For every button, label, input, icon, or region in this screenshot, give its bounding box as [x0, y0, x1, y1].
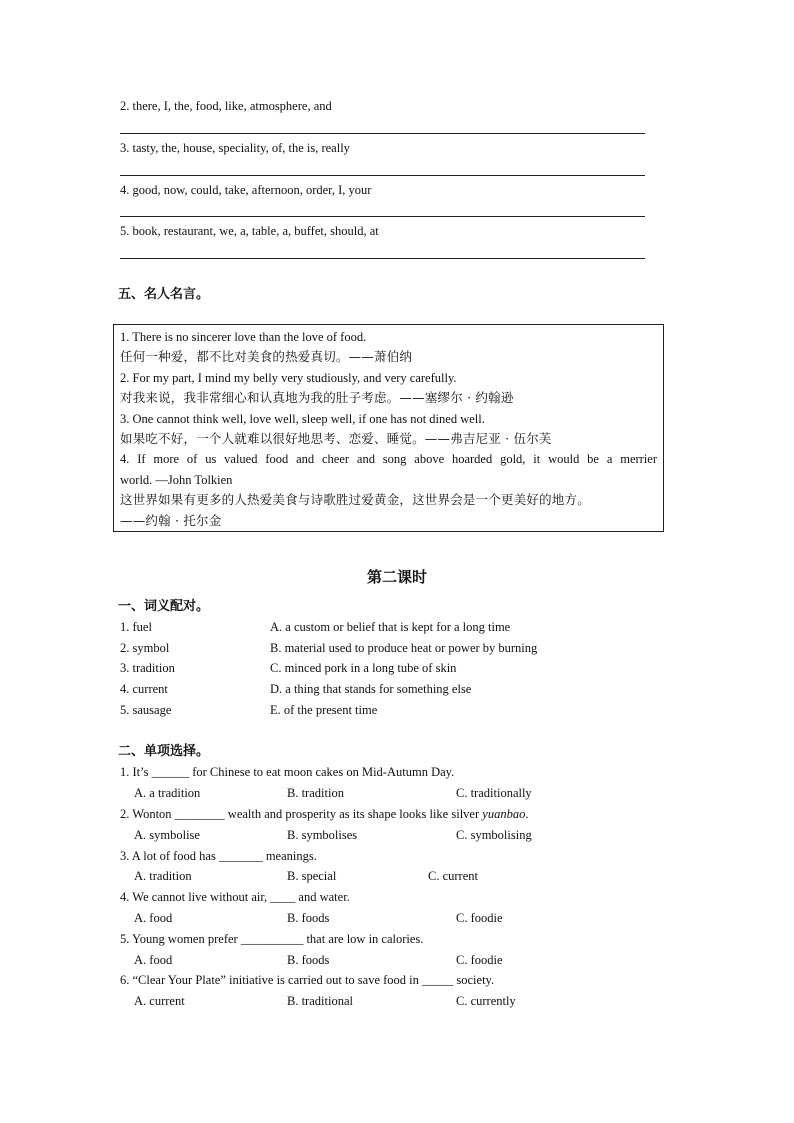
- match-word-5: 5. sausage: [120, 703, 172, 717]
- match-word-1: 1. fuel: [120, 620, 152, 634]
- match-def-d: D. a thing that stands for something else: [270, 682, 472, 696]
- question-stem-end: .: [525, 807, 529, 821]
- question-stem: 6. “Clear Your Plate” initiative is carried out to save food in _____ society.: [120, 973, 495, 987]
- quotes-section-title: 五、名人名言。: [118, 287, 210, 302]
- quote-4-en-line2: world. —John Tolkien: [120, 472, 233, 487]
- match-word-2: 2. symbol: [120, 641, 170, 655]
- reorder-item-5: 5. book, restaurant, we, a, table, a, buffet, should, at: [120, 224, 379, 238]
- option-b: B. foods: [287, 911, 330, 925]
- match-def-b: B. material used to produce heat or power by burning: [270, 641, 538, 655]
- question-stem: [120, 807, 528, 822]
- option-a: A. food: [134, 911, 173, 925]
- question-stem: 4. We cannot live without air, ____ and water.: [120, 890, 350, 904]
- match-def-a: A. a custom or belief that is kept for a long time: [270, 620, 511, 634]
- answer-line: [120, 258, 645, 259]
- answer-line: [120, 133, 645, 134]
- quote-4-zh-line2: ——约翰 · 托尔金: [120, 512, 222, 528]
- choice-section-title: 二、单项选择。: [118, 744, 210, 759]
- option-c: C. currently: [456, 994, 516, 1008]
- match-def-e: E. of the present time: [270, 703, 378, 717]
- lesson-title: 第二课时: [366, 568, 427, 586]
- quote-2-zh: 对我来说，我非常细心和认真地为我的肚子考虑。——塞缪尔 · 约翰逊: [120, 390, 514, 406]
- option-a: A. current: [134, 994, 185, 1008]
- quote-3-en: 3. One cannot think well, love well, sleep well, if one has not dined well.: [120, 411, 485, 426]
- quote-2-en: 2. For my part, I mind my belly very studiously, and very carefully.: [120, 370, 457, 385]
- question-stem: 3. A lot of food has _______ meanings.: [120, 849, 317, 863]
- match-word-3: 3. tradition: [120, 661, 175, 675]
- answer-line: [120, 175, 645, 176]
- reorder-item-4: 4. good, now, could, take, afternoon, order, I, your: [120, 183, 372, 197]
- option-a: A. tradition: [134, 869, 192, 883]
- quote-4-en-line1: 4. If more of us valued food and cheer and song above hoarded gold, it would be a merrier: [120, 452, 657, 467]
- match-def-c: C. minced pork in a long tube of skin: [270, 661, 457, 675]
- question-stem: 1. It’s ______ for Chinese to eat moon cakes on Mid-Autumn Day.: [120, 765, 455, 779]
- matching-section-title: 一、词义配对。: [118, 599, 210, 614]
- option-b: B. symbolises: [287, 828, 358, 842]
- option-b: B. traditional: [287, 994, 353, 1008]
- option-a: A. food: [134, 953, 173, 967]
- option-c: C. symbolising: [456, 828, 532, 842]
- quote-4-zh-line1: 这世界如果有更多的人热爱美食与诗歌胜过爱黄金，这世界会是一个更美好的地方。: [120, 492, 590, 508]
- option-b: B. foods: [287, 953, 330, 967]
- answer-line: [120, 216, 645, 217]
- quotes-box: [113, 324, 664, 532]
- question-stem: 5. Young women prefer __________ that are low in calories.: [120, 932, 424, 946]
- question-stem-text: 2. Wonton ________ wealth and prosperity as its shape looks like silver: [120, 807, 483, 821]
- option-c: C. foodie: [456, 911, 503, 925]
- option-c: C. current: [428, 869, 478, 883]
- match-word-4: 4. current: [120, 682, 168, 696]
- reorder-item-2: 2. there, I, the, food, like, atmosphere, and: [120, 99, 332, 113]
- quote-1-zh: 任何一种爱，都不比对美食的热爱真切。——萧伯纳: [120, 349, 413, 365]
- quote-3-zh: 如果吃不好，一个人就难以很好地思考、恋爱、睡觉。——弗吉尼亚 · 伍尔芙: [120, 431, 552, 447]
- quote-1-en: 1. There is no sincerer love than the love of food.: [120, 330, 367, 344]
- question-stem-italic: yuanbao: [482, 807, 526, 821]
- reorder-item-3: 3. tasty, the, house, speciality, of, the is, really: [120, 141, 350, 155]
- option-a: A. a tradition: [134, 786, 201, 800]
- option-c: C. foodie: [456, 953, 503, 967]
- option-c: C. traditionally: [456, 786, 532, 800]
- option-b: B. special: [287, 869, 337, 883]
- option-b: B. tradition: [287, 786, 344, 800]
- option-a: A. symbolise: [134, 828, 200, 842]
